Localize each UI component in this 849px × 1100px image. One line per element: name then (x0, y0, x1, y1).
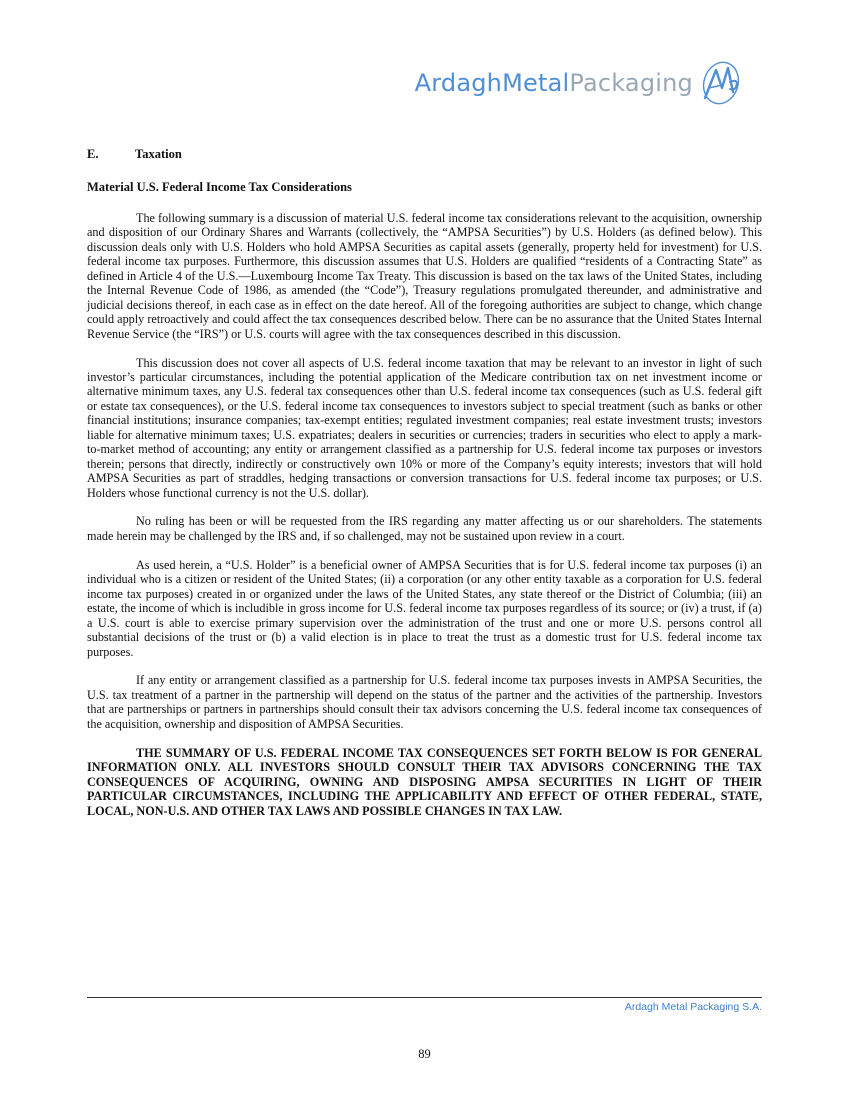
subsection-heading: Material U.S. Federal Income Tax Considerations (87, 180, 352, 194)
section-number: E. (87, 147, 99, 161)
footer-divider (87, 997, 762, 998)
paragraph: The following summary is a discussion of material U.S. federal income tax considerations relevant to the acquisition, ownership and disposition of our Ordinary Shares and Warrants (collectively, the “AMPSA Securities”) by U.S. Holders (as defined below). This discussion deals only with U.S. Holders who hold AMPSA Securities as capital assets (generally, property held for investment) for U.S. federal income tax purposes. Furthermore, this discussion assumes that U.S. Holders are qualified “residents of a Contracting State” as defined in Article 4 of the U.S.—Luxembourg Income Tax Treaty. This discussion is based on the tax laws of the United States, including the Internal Revenue Code of 1986, as amended (the “Code”), Treasury regulations promulgated thereunder, and administrative and judicial decisions thereof, in each case as in effect on the date hereof. All of the foregoing authorities are subject to change, which change could apply retroactively and could affect the tax consequences described below. There can be no assurance that the United States Internal Revenue Service (the “IRS”) or U.S. courts will agree with the tax consequences described in this discussion. (87, 211, 762, 341)
page-number: 89 (418, 1047, 431, 1061)
company-logo (415, 58, 745, 108)
footer-company-name: Ardagh Metal Packaging S.A. (624, 1001, 762, 1013)
document-body (87, 211, 762, 832)
disclaimer-paragraph: THE SUMMARY OF U.S. FEDERAL INCOME TAX CONSEQUENCES SET FORTH BELOW IS FOR GENERAL INFORMATION ONLY. ALL INVESTORS SHOULD CONSULT THEIR TAX ADVISORS CONCERNING THE TAX CONSEQUENCES OF ACQUIRING, OWNING AND DISPOSING AMPSA SECURITIES IN LIGHT OF THEIR PARTICULAR CIRCUMSTANCES, INCLUDING THE APPLICABILITY AND EFFECT OF OTHER FEDERAL, STATE, LOCAL, NON-U.S. AND OTHER TAX LAWS AND POSSIBLE CHANGES IN TAX LAW. (87, 745, 762, 818)
section-heading (87, 147, 762, 162)
paragraph: If any entity or arrangement classified as a partnership for U.S. federal income tax purposes invests in AMPSA Securities, the U.S. tax treatment of a partner in the partnership will depend on the status of the partner and the activities of the partnership. Investors that are partnerships or partners in partnerships should consult their tax advisors concerning the U.S. federal income tax consequences of the acquisition, ownership and disposition of AMPSA Securities. (87, 673, 762, 731)
amp-logo-icon (697, 58, 745, 108)
section-title: Taxation (135, 147, 182, 161)
paragraph: No ruling has been or will be requested from the IRS regarding any matter affecting us or our shareholders. The statements made herein may be challenged by the IRS and, if so challenged, may not be sustained upon review in a court. (87, 514, 762, 543)
paragraph: As used herein, a “U.S. Holder” is a beneficial owner of AMPSA Securities that is for U.S. federal income tax purposes (i) an individual who is a citizen or resident of the United States; (ii) a corporation (or any other entity taxable as a corporation for U.S. federal income tax purposes) created in or organized under the laws of the United States, any state thereof or the District of Columbia; (iii) an estate, the income of which is includible in gross income for U.S. federal income tax purposes regardless of its source; or (iv) a trust, if (a) a U.S. court is able to exercise primary supervision over the administration of the trust and one or more U.S. persons control all substantial decisions of the trust or (b) a valid election is in place to treat the trust as a domestic trust for U.S. federal income tax purposes. (87, 557, 762, 659)
logo-wordmark: ArdaghMetalPackaging (414, 69, 693, 97)
paragraph: This discussion does not cover all aspects of U.S. federal income taxation that may be relevant to an investor in light of such investor’s particular circumstances, including the potential application of the Medicare contribution tax on net investment income or alternative minimum taxes, any U.S. federal tax consequences other than U.S. federal income tax consequences (such as U.S. federal gift or estate tax consequences), or the U.S. federal income tax consequences to investors subject to special treatment (such as banks or other financial institutions; insurance companies; tax-exempt entities; regulated investment companies; real estate investment trusts; investors liable for alternative minimum taxes; U.S. expatriates; dealers in securities or currencies; traders in securities who elect to apply a mark-to-market method of accounting; any entity or arrangement classified as a partnership for U.S. federal income tax purposes or investors therein; persons that directly, indirectly or constructively own 10% or more of the Company’s equity interests; investors that will hold AMPSA Securities as part of straddles, hedging transactions or conversion transactions for U.S. federal income tax purposes; or U.S. Holders whose functional currency is not the U.S. dollar). (87, 355, 762, 500)
